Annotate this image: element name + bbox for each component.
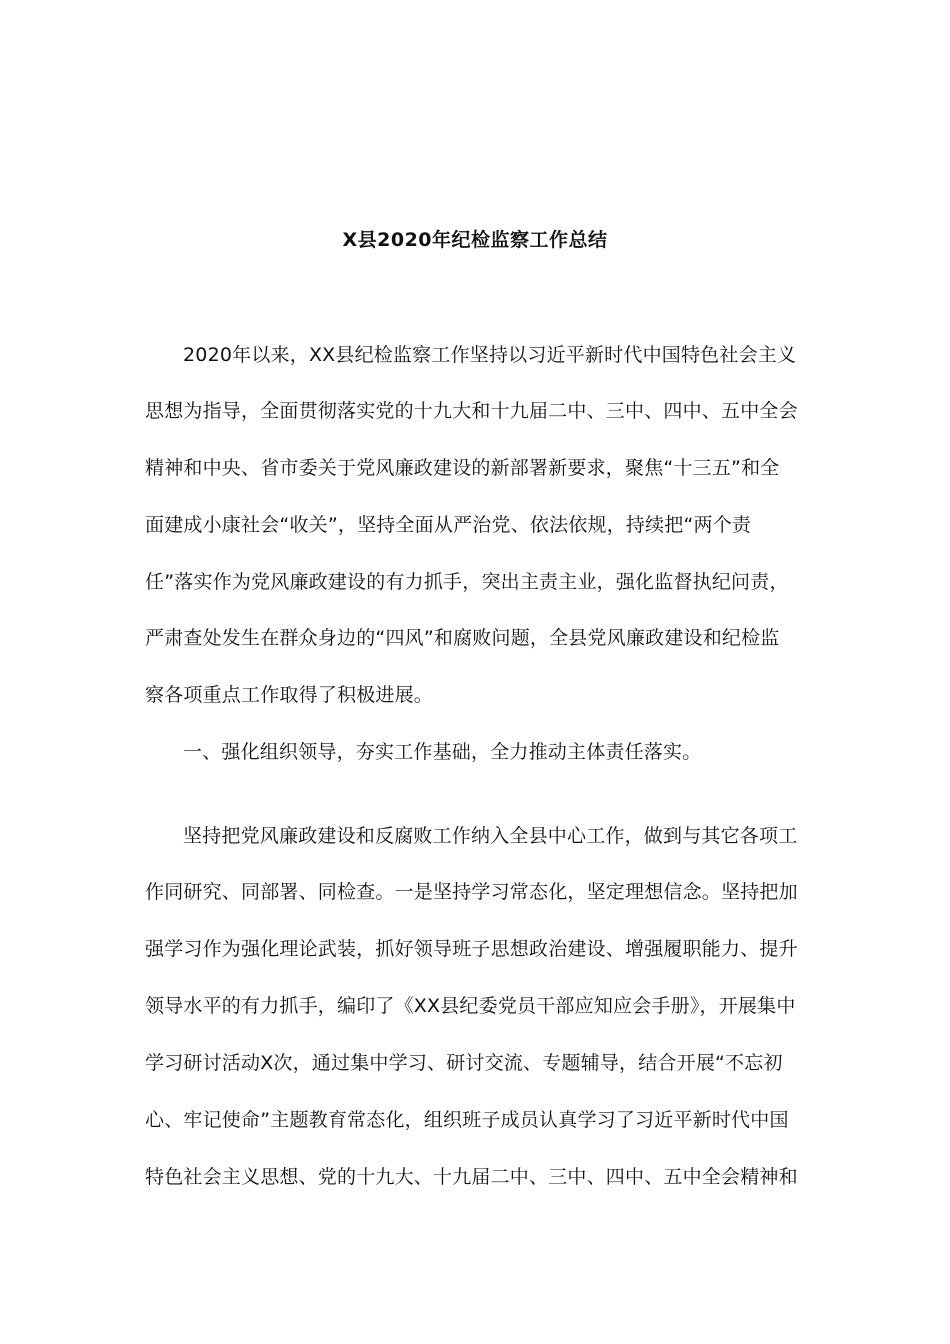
document-title: X县2020年纪检监察工作总结 [342,229,608,251]
paragraph2-line-4: 领导水平的有力抓手，编印了《XX县纪委党员干部应知应会手册》，开展集中 [145,995,796,1017]
paragraph1-line-1: 2020年以来，XX县纪检监察工作坚持以习近平新时代中国特色社会主义 [183,344,797,366]
paragraph2-line-6: 心、牢记使命”主题教育常态化，组织班子成员认真学习了习近平新时代中国 [145,1109,789,1131]
section-heading-1: 一、强化组织领导，夯实工作基础，全力推动主体责任落实。 [183,741,702,763]
paragraph1-line-2: 思想为指导，全面贯彻落实党的十九大和十九届二中、三中、四中、五中全会 [145,400,798,422]
paragraph2-line-1: 坚持把党风廉政建设和反腐败工作纳入全县中心工作，做到与其它各项工 [183,825,798,847]
paragraph1-line-4: 面建成小康社会“收关”，坚持全面从严治党、依法依规，持续把“两个责 [145,514,752,536]
paragraph2-line-2: 作同研究、同部署、同检查。一是坚持学习常态化，坚定理想信念。坚持把加 [145,881,798,903]
paragraph1-line-3: 精神和中央、省市委关于党风廉政建设的新部署新要求，聚焦“十三五”和全 [145,457,780,479]
paragraph2-line-5: 学习研讨活动X次，通过集中学习、研讨交流、专题辅导，结合开展“不忘初 [145,1052,783,1074]
paragraph1-line-7: 察各项重点工作取得了积极进展。 [145,684,434,706]
paragraph1-line-5: 任”落实作为党风廉政建设的有力抓手，突出主责主业，强化监督执纪问责， [145,571,789,593]
paragraph1-line-6: 严肃查处发生在群众身边的“四风”和腐败问题，全县党风廉政建设和纪检监 [145,627,780,649]
paragraph2-line-7: 特色社会主义思想、党的十九大、十九届二中、三中、四中、五中全会精神和 [145,1166,798,1188]
paragraph2-line-3: 强学习作为强化理论武装，抓好领导班子思想政治建设、增强履职能力、提升 [145,938,798,960]
